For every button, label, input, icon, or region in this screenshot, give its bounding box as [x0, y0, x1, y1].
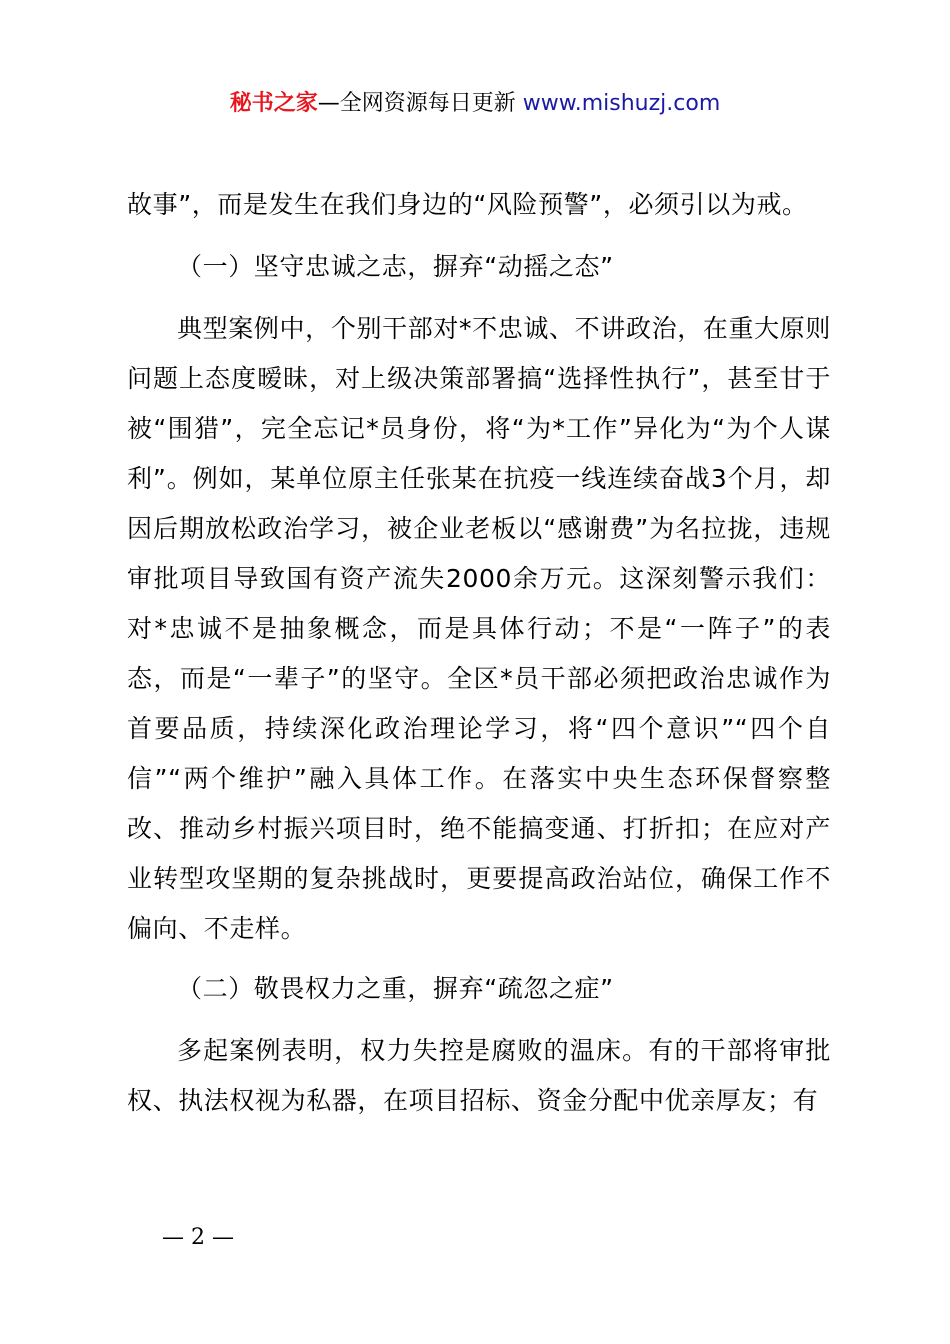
document-body: [127, 180, 831, 1126]
site-header: [0, 88, 950, 120]
section-heading-2: （二）敬畏权力之重，摒弃“疏忽之症”: [177, 974, 614, 1003]
site-brand: 秘书之家: [229, 91, 318, 116]
paragraph-continuation: 故事”，而是发生在我们身边的“风险预警”，必须引以为戒。: [127, 190, 808, 219]
site-tagline: —全网资源每日更新: [317, 91, 516, 116]
paragraph-loyalty: 典型案例中，个别干部对*不忠诚、不讲政治，在重大原则问题上态度暧昧，对上级决策部署搞“选择性执行”，甚至甘于被“围猎”，完全忘记*员身份，将“为*工作”异化为“为个人谋利”。例如，某单位原主任张某在抗疫一线连续奋战3个月，却因后期放松政治学习，被企业老板以“感谢费”为名拉拢，违规审批项目导致国有资产流失2000余万元。这深刻警示我们：对*忠诚不是抽象概念，而是具体行动；不是“一阵子”的表态，而是“一辈子”的坚守。全区*员干部必须把政治忠诚作为首要品质，持续深化政治理论学习，将“四个意识”“四个自信”“两个维护”融入具体工作。在落实中央生态环保督察整改、推动乡村振兴项目时，绝不能搞变通、打折扣；在应对产业转型攻坚期的复杂挑战时，更要提高政治站位，确保工作不偏向、不走样。: [127, 314, 831, 943]
page-number: — 2 —: [162, 1225, 234, 1250]
section-heading-1: （一）坚守忠诚之志，摒弃“动摇之态”: [177, 252, 614, 281]
paragraph-power: 多起案例表明，权力失控是腐败的温床。有的干部将审批权、执法权视为私器，在项目招标、资金分配中优亲厚友；有: [127, 1036, 831, 1115]
site-url-link[interactable]: www.mishuzj.com: [522, 91, 721, 116]
